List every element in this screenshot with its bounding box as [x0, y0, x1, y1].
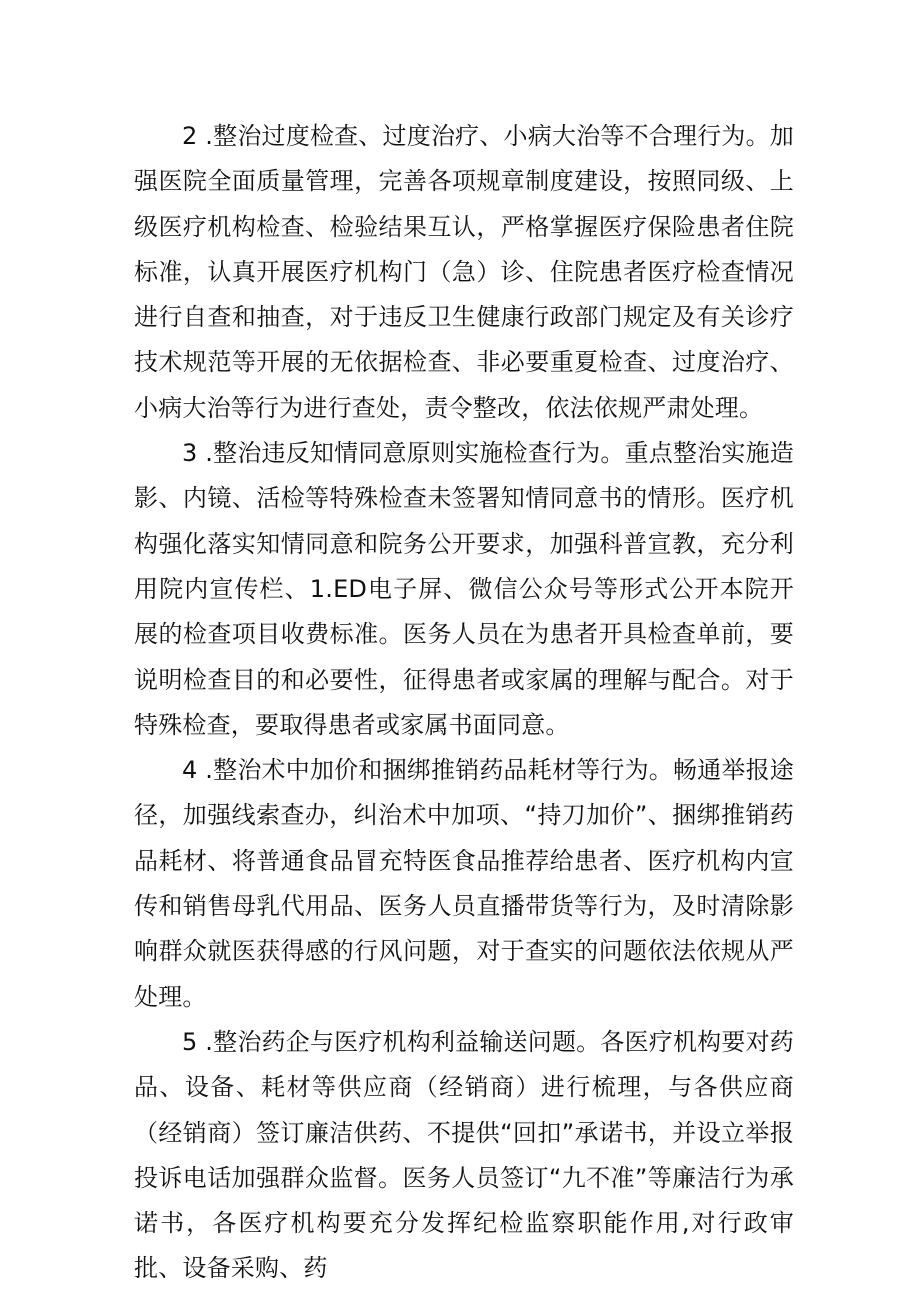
document-body [134, 114, 794, 1292]
paragraph-item-2: 2 .整治过度检查、过度治疗、小病大治等不合理行为。加强医院全面质量管理，完善各项规章制度建设，按照同级、上级医疗机构检查、检验结果互认，严格掌握医疗保险患者住院标准，认真开展医疗机构门（急）诊、住院患者医疗检查情况进行自查和抽查，对于违反卫生健康行政部门规定及有关诊疗技术规范等开展的无依据检查、非必要重夏检查、过度治疗、小病大治等行为进行查处，责令整改，依法依规严肃处理。 [134, 122, 794, 422]
paragraph-item-3: 3 .整治违反知情同意原则实施检查行为。重点整治实施造影、内镜、活检等特殊检查未签署知情同意书的情形。医疗机构强化落实知情同意和院务公开要求，加强科普宣教，充分利用院内宣传栏、1.ED电子屏、微信公众号等形式公开本院开展的检查项目收费标准。医务人员在为患者开具检查单前，要说明检查目的和必要性，征得患者或家属的理解与配合。对于特殊检查，要取得患者或家属书面同意。 [134, 439, 794, 739]
paragraph-item-5: 5 .整治药企与医疗机构利益输送问题。各医疗机构要对药品、设备、耗材等供应商（经销商）进行梳理，与各供应商（经销商）签订廉洁供药、不提供“回扣”承诺书，并设立举报投诉电话加强群众监督。医务人员签订“九不准”等廉洁行为承诺书，各医疗机构要充分发挥纪检监察职能作用,对行政审批、设备采购、药 [134, 1027, 794, 1283]
paragraph-item-4: 4 .整治术中加价和捆绑推销药品耗材等行为。畅通举报途径，加强线索查办，纠治术中加项、“持刀加价”、捆绑推销药品耗材、将普通食品冒充特医食品推荐给患者、医疗机构内宣传和销售母乳代用品、医务人员直播带货等行为，及时清除影响群众就医获得感的行风问题，对于查实的问题依法依规从严处理。 [134, 756, 794, 1011]
